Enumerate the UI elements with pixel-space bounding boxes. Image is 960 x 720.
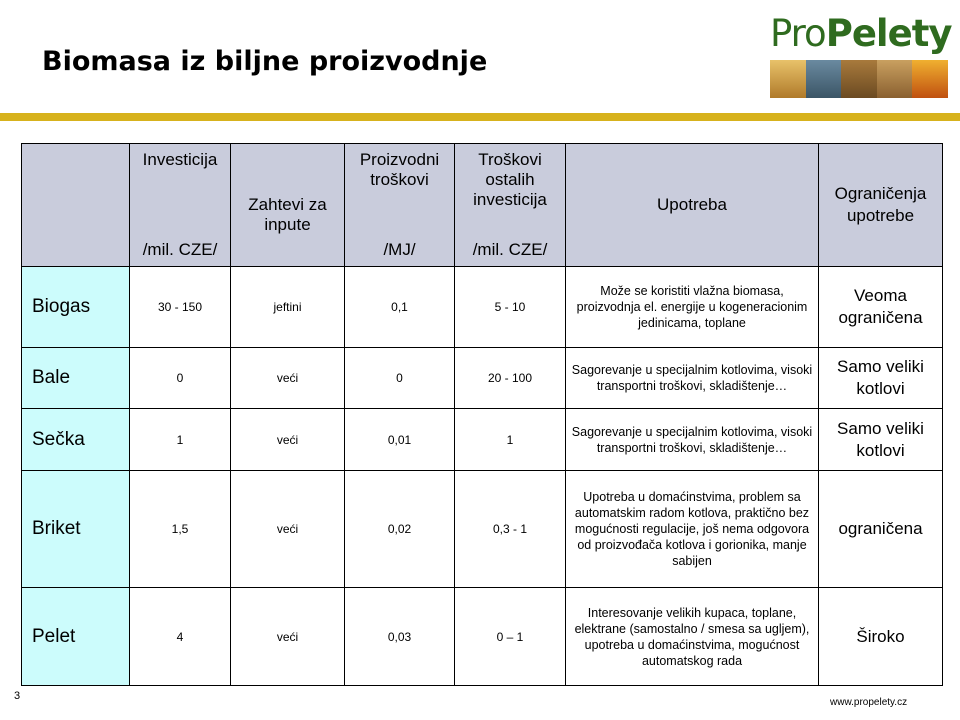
cell-upotreba: Upotreba u domaćinstvima, problem sa automatskim radom kotlova, praktično bez mogućnosti regulacije, još nema odgovora od proizvođača kotlova i gorionika, manje sabijen (566, 471, 819, 588)
table-row (22, 588, 943, 686)
cell-proizvodni: 0,1 (345, 267, 455, 348)
cell-troskovi: 0 – 1 (455, 588, 566, 686)
cell-ogranicenja: Široko (819, 588, 943, 686)
propelety-logo (770, 14, 950, 98)
header-proizvodni: Proizvodni troškovi /MJ/ (345, 144, 455, 267)
cell-ogranicenja: Samo veliki kotlovi (819, 409, 943, 471)
cell-zahtevi: veći (231, 588, 345, 686)
cell-zahtevi: veći (231, 409, 345, 471)
header-empty (22, 144, 130, 267)
header-row (22, 144, 943, 267)
header-upotreba: Upotreba (566, 144, 819, 267)
cell-proizvodni: 0 (345, 348, 455, 409)
cell-investicija: 0 (130, 348, 231, 409)
table-row (22, 348, 943, 409)
cell-investicija: 1 (130, 409, 231, 471)
cell-troskovi: 0,3 - 1 (455, 471, 566, 588)
table-row (22, 267, 943, 348)
row-label: Pelet (22, 588, 130, 686)
cell-upotreba: Sagorevanje u specijalnim kotlovima, visoki transportni troškovi, skladištenje… (566, 348, 819, 409)
cell-upotreba: Sagorevanje u specijalnim kotlovima, visoki transportni troškovi, skladištenje… (566, 409, 819, 471)
cell-troskovi: 1 (455, 409, 566, 471)
cell-investicija: 1,5 (130, 471, 231, 588)
cell-proizvodni: 0,03 (345, 588, 455, 686)
cell-zahtevi: veći (231, 348, 345, 409)
cell-troskovi: 5 - 10 (455, 267, 566, 348)
page-number: 3 (14, 690, 21, 702)
cell-investicija: 4 (130, 588, 231, 686)
row-label: Sečka (22, 409, 130, 471)
logo-image-strip (770, 60, 948, 98)
footer-url: www.propelety.cz (830, 697, 908, 708)
cell-proizvodni: 0,02 (345, 471, 455, 588)
cell-upotreba: Može se koristiti vlažna biomasa, proizvodnja el. energije u kogeneracionim jedinicama, toplane (566, 267, 819, 348)
table-row (22, 409, 943, 471)
cell-upotreba: Interesovanje velikih kupaca, toplane, elektrane (samostalno / smesa sa ugljem), upotreba u domaćinstvima, mogućnost automatskog rada (566, 588, 819, 686)
table-row (22, 471, 943, 588)
logo-text: ProPelety (770, 12, 952, 55)
cell-ogranicenja: Veoma ograničena (819, 267, 943, 348)
header-troskovi: Troškovi ostalih investicija /mil. CZE/ (455, 144, 566, 267)
header-zahtevi: Zahtevi za inpute (231, 144, 345, 267)
cell-ogranicenja: ograničena (819, 471, 943, 588)
header-investicija: Investicija /mil. CZE/ (130, 144, 231, 267)
row-label: Biogas (22, 267, 130, 348)
cell-zahtevi: veći (231, 471, 345, 588)
cell-investicija: 30 - 150 (130, 267, 231, 348)
cell-proizvodni: 0,01 (345, 409, 455, 471)
row-label: Bale (22, 348, 130, 409)
cell-troskovi: 20 - 100 (455, 348, 566, 409)
biomass-table (21, 143, 943, 686)
slide-title: Biomasa iz biljne proizvodnje (42, 46, 488, 77)
row-label: Briket (22, 471, 130, 588)
cell-zahtevi: jeftini (231, 267, 345, 348)
gold-divider (0, 113, 960, 121)
cell-ogranicenja: Samo veliki kotlovi (819, 348, 943, 409)
header-ogranicenja: Ograničenja upotrebe (819, 144, 943, 267)
